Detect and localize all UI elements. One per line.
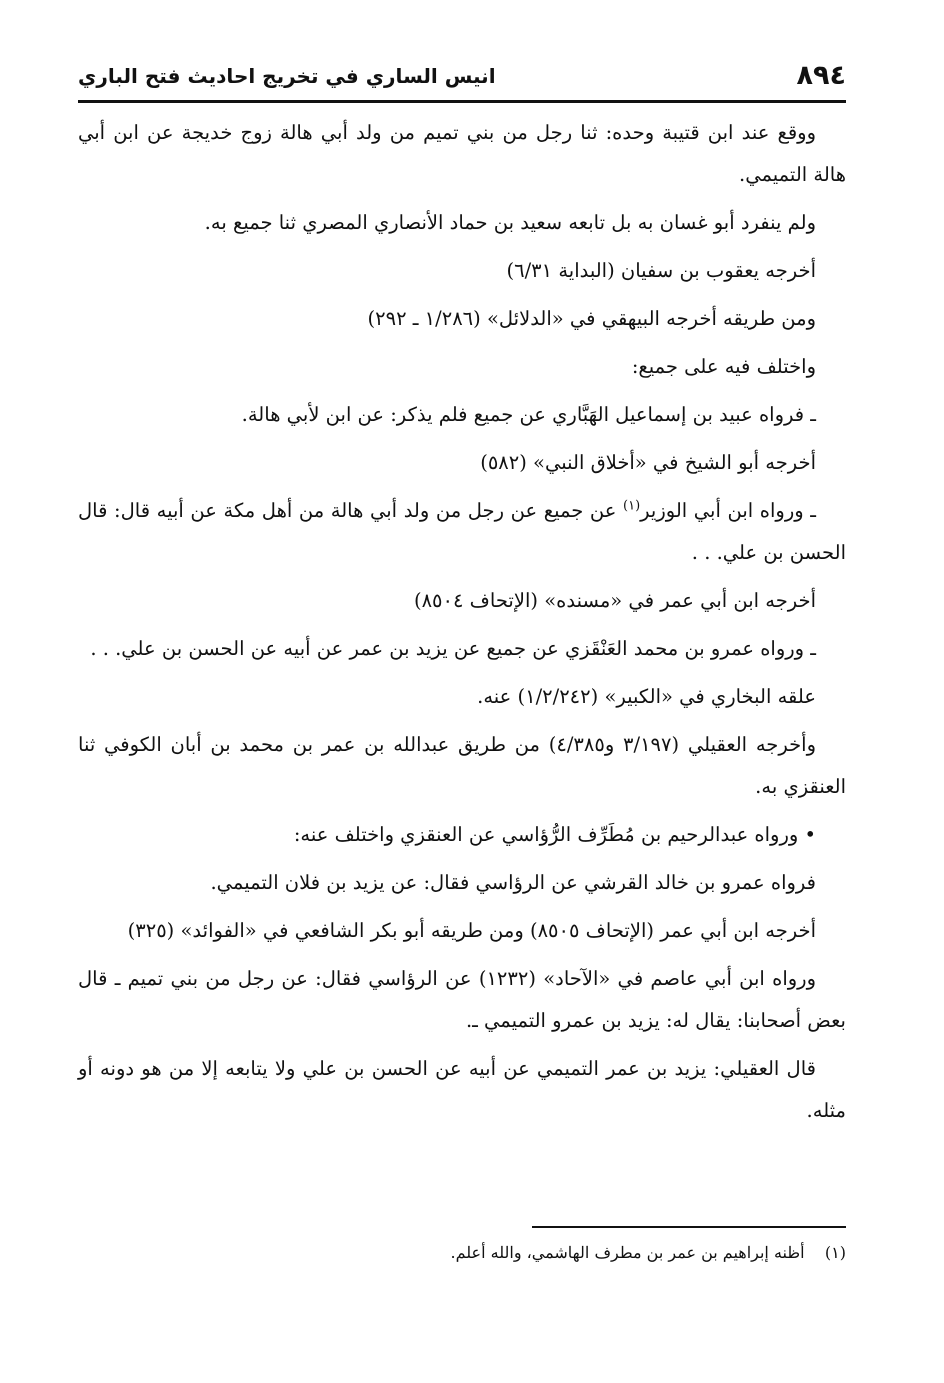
footnote-reference: (١) [623,498,641,514]
paragraph: ـ فرواه عبيد بن إسماعيل الهَبَّاري عن جميع فلم يذكر: عن ابن لأبي هالة. [241,403,816,426]
paragraph: • ورواه عبدالرحيم بن مُطَرِّف الرُّؤاسي عن العنقزي واختلف عنه: [293,823,816,846]
paragraph: أخرجه أبو الشيخ في «أخلاق النبي» (٥٨٢) [480,451,816,474]
paragraph: علقه البخاري في «الكبير» (١/٢/٢٤٢) عنه. [477,685,816,708]
paragraph-text: عن جميع عن رجل من ولد أبي هالة من أهل مكة عن أبيه قال: قال الحسن بن علي. . . [78,499,846,564]
paragraph: أخرجه يعقوب بن سفيان (البداية ٦/٣١) [506,259,816,282]
paragraph: ـ ورواه عمرو بن محمد العَنْقَزي عن جميع عن يزيد بن عمر عن أبيه عن الحسن بن علي. . . [90,637,816,660]
paragraph: ووقع عند ابن قتيبة وحده: ثنا رجل من بني تميم من ولد أبي هالة زوج خديجة عن ابن أبي هالة التميمي. [78,121,846,186]
paragraph: ومن طريقه أخرجه البيهقي في «الدلائل» (١/٢٨٦ ـ ٢٩٢) [367,307,816,330]
paragraph-with-footnote [78,490,846,574]
footnote-number: (١) [824,1243,846,1262]
paragraph: أخرجه ابن أبي عمر في «مسنده» (الإتحاف ٨٥٠٤) [413,589,816,612]
running-title: انيس الساري في تخريج احاديث فتح الباري [78,64,496,88]
paragraph: فرواه عمرو بن خالد القرشي عن الرؤاسي فقال: عن يزيد بن فلان التميمي. [210,871,816,894]
paragraph: وأخرجه العقيلي (٣/١٩٧ و٤/٣٨٥) من طريق عبدالله بن عمر بن محمد بن أبان الكوفي ثنا العنقزي به. [78,733,846,798]
page-number: ٨٩٤ [796,60,846,91]
paragraph: أخرجه ابن أبي عمر (الإتحاف ٨٥٠٥) ومن طريقه أبو بكر الشافعي في «الفوائد» (٣٢٥) [127,919,816,942]
paragraph: واختلف فيه على جميع: [631,355,816,378]
paragraph: ولم ينفرد أبو غسان به بل تابعه سعيد بن حماد الأنصاري المصري ثنا جميع به. [204,211,816,234]
paragraph: قال العقيلي: يزيد بن عمر التميمي عن أبيه عن الحسن بن علي ولا يتابعه إلا من هو دونه أو مثله. [78,1057,846,1122]
header-rule [78,100,846,103]
footnote-text: أظنه إبراهيم بن عمر بن مطرف الهاشمي، والله أعلم. [450,1243,805,1262]
footnote [146,1238,846,1268]
main-text [78,112,846,1138]
paragraph-text: ـ ورواه ابن أبي الوزير [640,499,817,522]
footnote-rule [532,1226,846,1228]
paragraph: ورواه ابن أبي عاصم في «الآحاد» (١٢٣٢) عن الرؤاسي فقال: عن رجل من بني تميم ـ قال بعض أصحابنا: يقال له: يزيد بن عمرو التميمي ـ. [78,967,846,1032]
page-header [78,58,846,98]
